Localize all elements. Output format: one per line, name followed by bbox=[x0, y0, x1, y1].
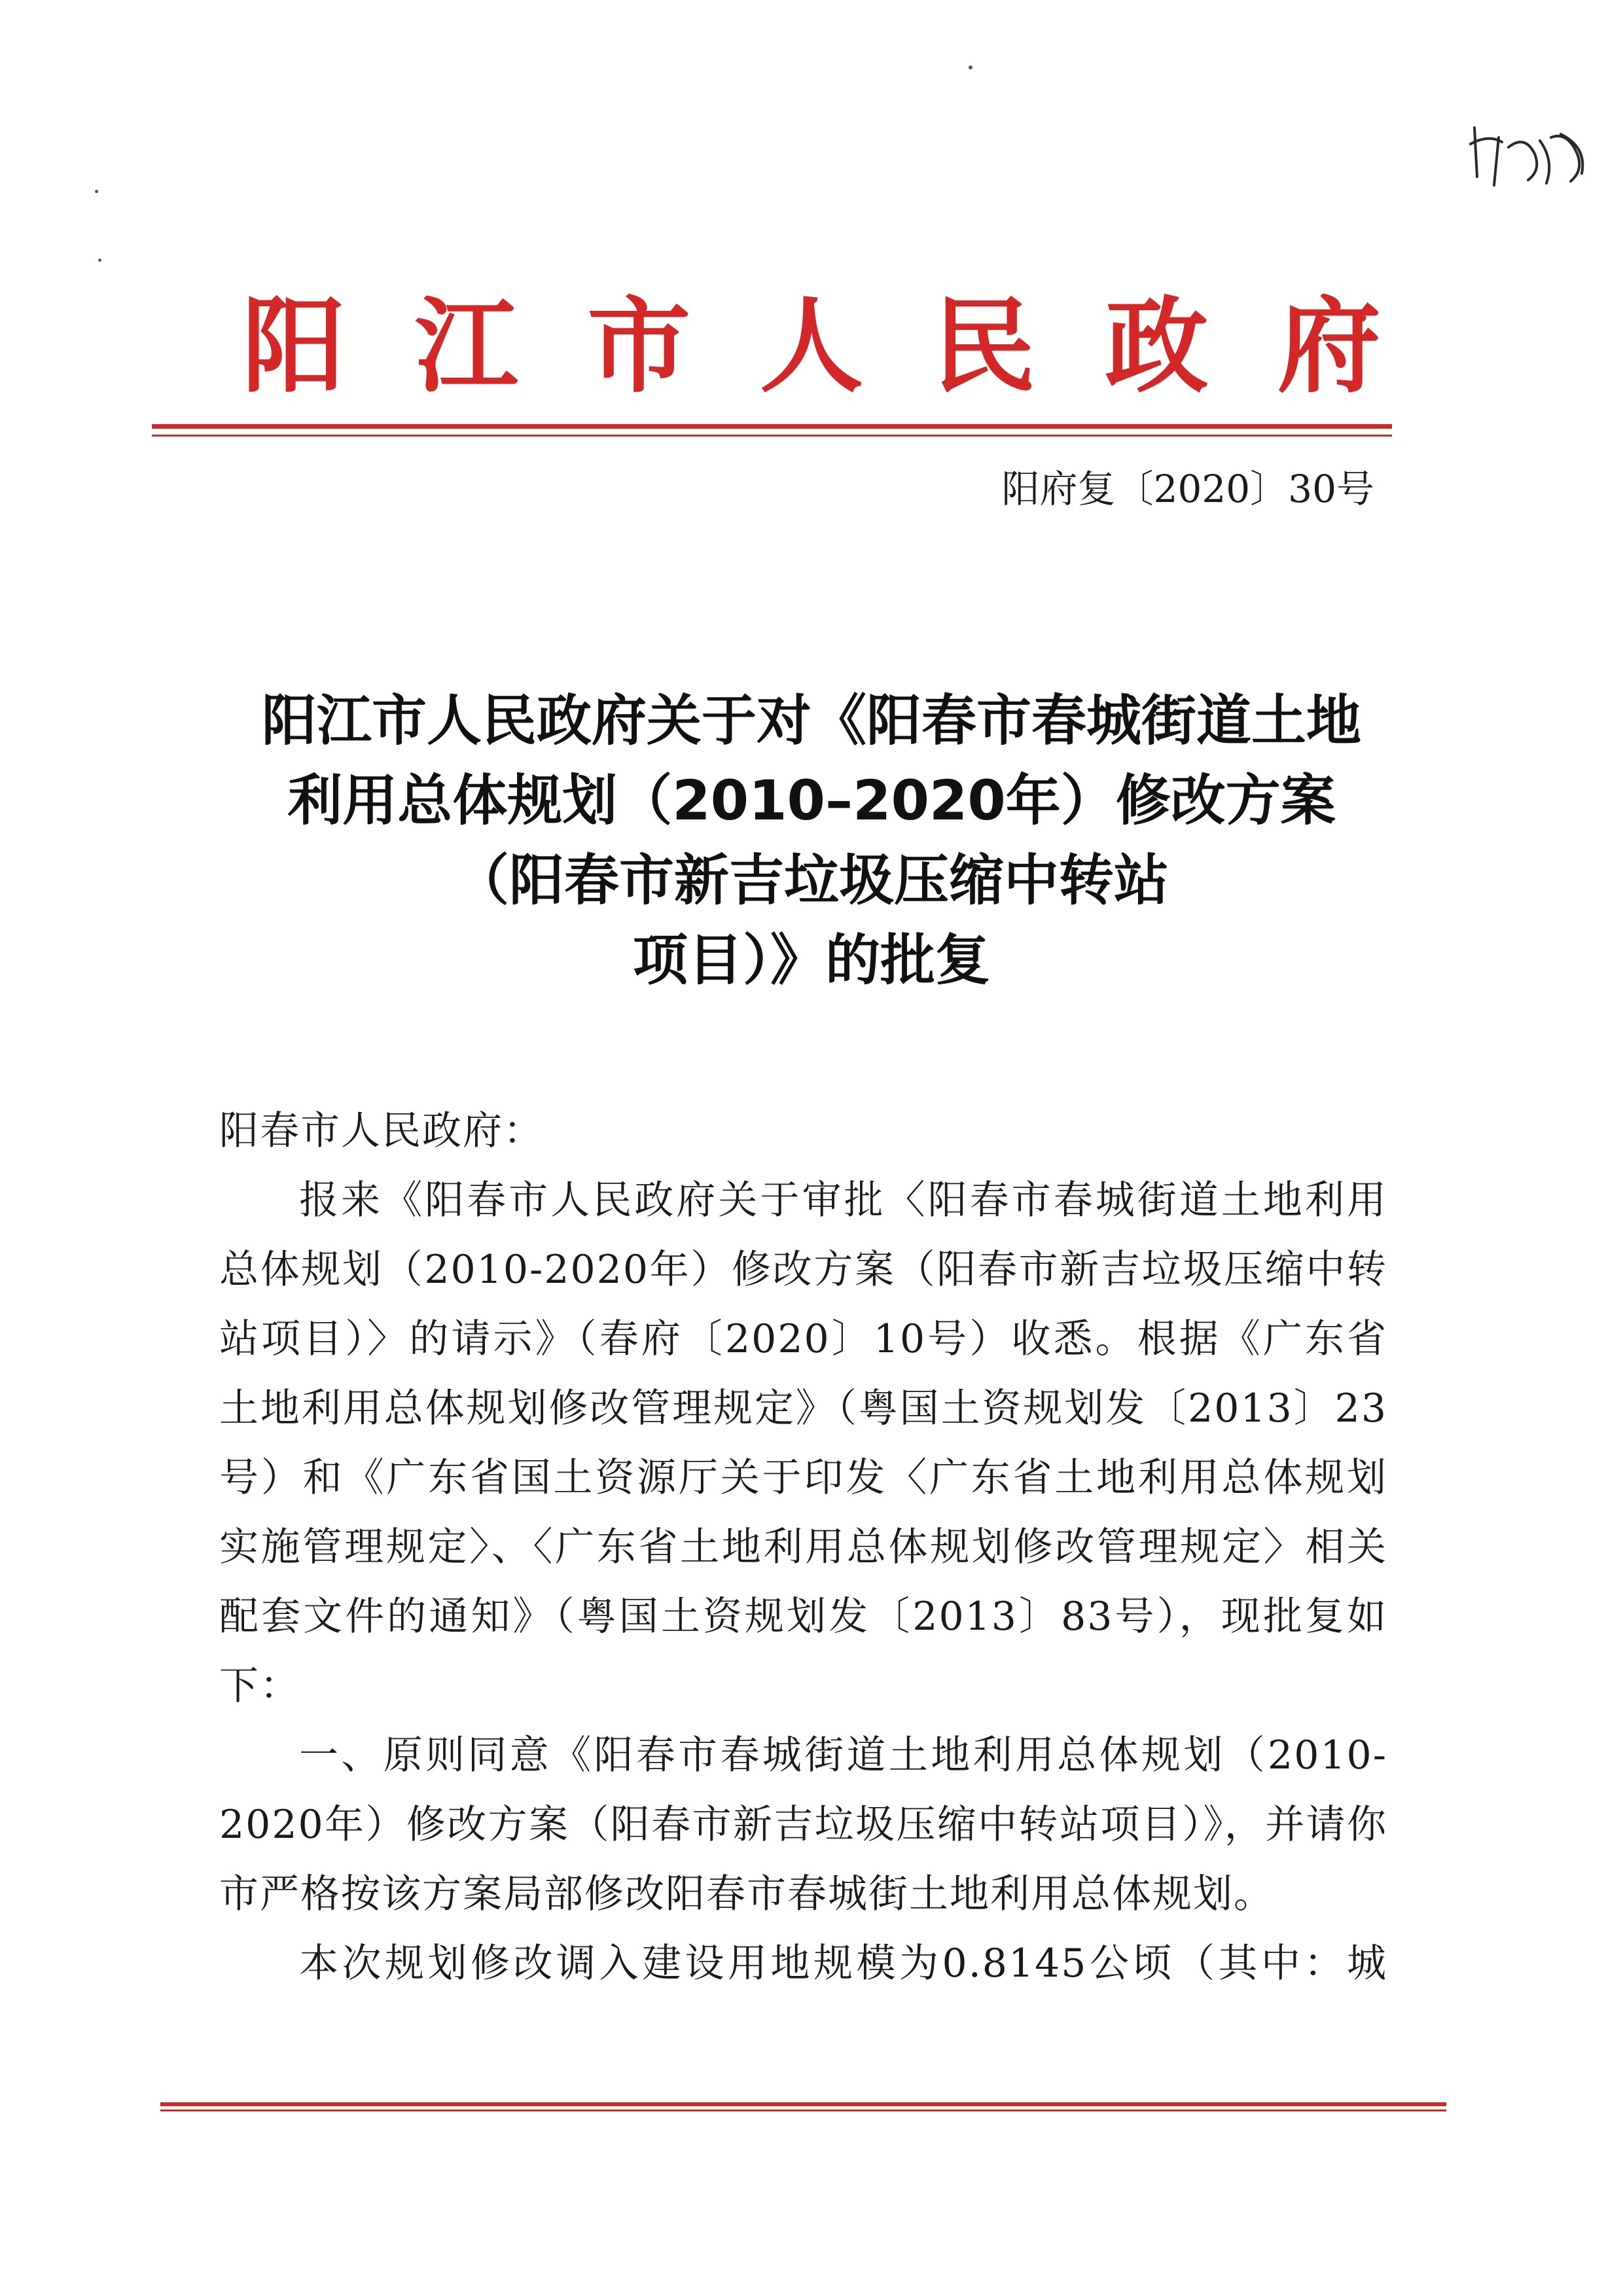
body-paragraph: 本次规划修改调入建设用地规模为0.8145公顷（其中：城 bbox=[299, 1941, 1387, 1986]
issuer-char: 人 bbox=[759, 286, 863, 407]
issuer-char: 市 bbox=[587, 286, 691, 407]
issuer-header bbox=[242, 275, 1381, 419]
title-line: 阳江市人民政府关于对《阳春市春城街道土地 bbox=[261, 689, 1361, 753]
header-red-rule-thin bbox=[152, 435, 1392, 437]
issuer-char: 府 bbox=[1277, 286, 1381, 407]
issuer-char: 阳 bbox=[242, 286, 346, 407]
issuer-char: 政 bbox=[1105, 286, 1209, 407]
issuer-char: 江 bbox=[414, 286, 518, 407]
document-title bbox=[164, 681, 1459, 1000]
header-red-rule bbox=[152, 424, 1392, 429]
handwritten-initials bbox=[1463, 108, 1594, 193]
scan-speck bbox=[98, 259, 101, 262]
footer-red-rule bbox=[160, 2102, 1446, 2106]
title-line: （阳春市新吉垃圾压缩中转站 bbox=[454, 848, 1169, 912]
body-paragraph: 一、原则同意《阳春市春城街道土地利用总体规划（2010-2020年）修改方案（阳春市新吉垃圾压缩中转站项目）》，并请你市严格按该方案局部修改阳春市春城街土地利用总体规划。 bbox=[219, 1732, 1387, 1917]
salutation: 阳春市人民政府： bbox=[219, 1108, 544, 1154]
scan-speck bbox=[95, 190, 98, 193]
title-line: 项目）》的批复 bbox=[632, 928, 990, 992]
body-paragraph: 报来《阳春市人民政府关于审批〈阳春市春城街道土地利用总体规划（2010-2020年）修改方案（阳春市新吉垃圾压缩中转站项目）〉的请示》（春府〔2020〕10号）收悉。根据《广东省土地利用总体规划修改管理规定》（粤国土资规划发〔2013〕23号）和《广东省国土资源厅关于印发〈广东省土地利用总体规划实施管理规定〉、〈广东省土地利用总体规划修改管理规定〉相关配套文件的通知》（粤国土资规划发〔2013〕83号），现批复如下： bbox=[219, 1177, 1387, 1709]
issuer-char: 民 bbox=[932, 286, 1036, 407]
scan-speck bbox=[969, 65, 972, 69]
footer-red-rule-thin bbox=[160, 2109, 1446, 2111]
document-number: 阳府复〔2020〕30号 bbox=[1001, 467, 1374, 511]
title-line: 利用总体规划（2010–2020年）修改方案 bbox=[287, 768, 1336, 833]
document-body bbox=[219, 1096, 1387, 1998]
